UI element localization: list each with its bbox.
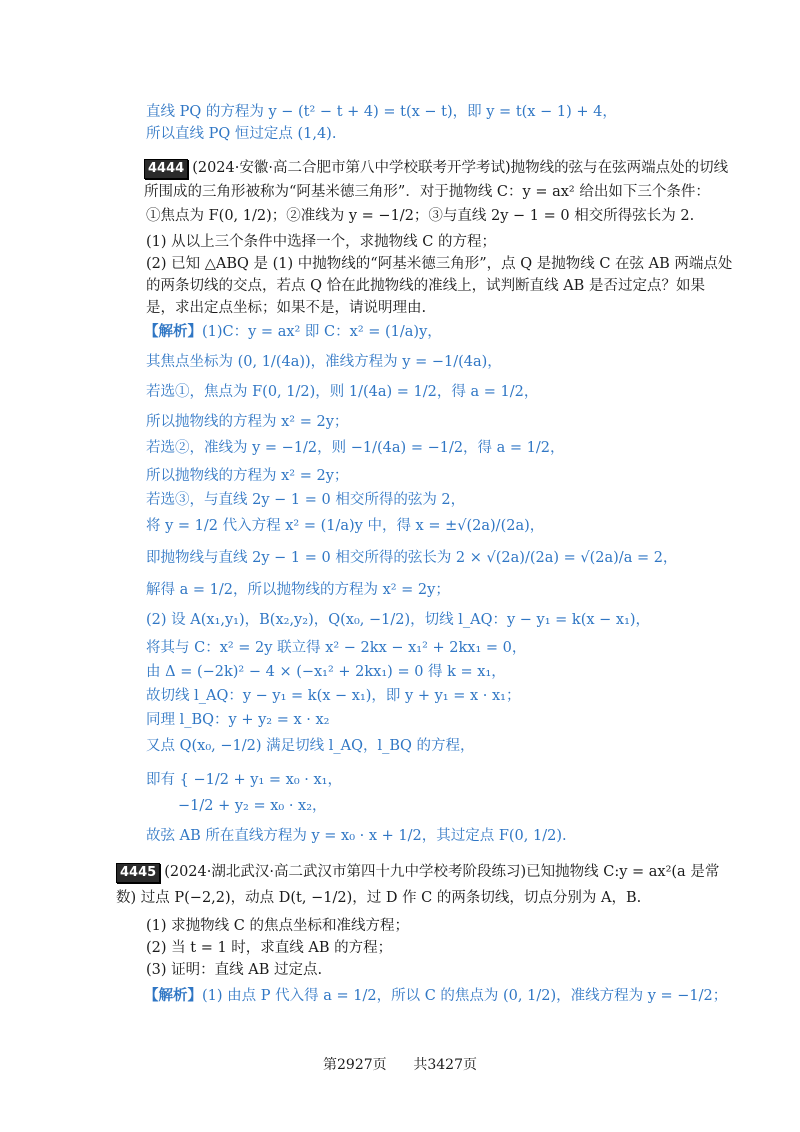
line-text: (2024·湖北武汉·高二武汉市第四十九中学校考阶段练习)已知抛物线 C:y = ax²(a 是常 bbox=[164, 864, 720, 880]
line-text: (1) 求抛物线 C 的焦点坐标和准线方程； bbox=[146, 918, 409, 934]
text-line bbox=[146, 826, 567, 846]
line-text: (2024·安徽·高二合肥市第八中学校联考开学考试)抛物线的弦与在弦两端点处的切线 bbox=[192, 160, 729, 176]
line-text: 若选①，焦点为 F(0, 1/2)，则 1/(4a) = 1/2，得 a = 1/2， bbox=[146, 384, 539, 400]
text-line bbox=[178, 796, 327, 816]
text-line bbox=[146, 710, 329, 730]
line-text: (2) 当 t = 1 时，求直线 AB 的方程； bbox=[146, 940, 393, 956]
text-line bbox=[146, 548, 677, 568]
line-text: 同理 l_BQ：y + y₂ = x · x₂ bbox=[146, 712, 330, 728]
text-line bbox=[146, 516, 544, 536]
text-line bbox=[146, 490, 465, 510]
text-line bbox=[146, 580, 450, 600]
line-text: −1/2 + y₂ = x₀ · x₂， bbox=[178, 798, 327, 814]
line-text: 即有 { −1/2 + y₁ = x₀ · x₁， bbox=[146, 772, 342, 788]
total-pages: 共3427页 bbox=[413, 1057, 477, 1073]
text-line bbox=[146, 382, 538, 402]
line-text: 的两条切线的交点，若点 Q 恰在此抛物线的准线上，试判断直线 AB 是否过定点？如果 bbox=[146, 278, 705, 294]
text-line bbox=[146, 960, 322, 980]
line-text: 所以抛物线的方程为 x² = 2y； bbox=[146, 414, 349, 430]
line-text: (3) 证明：直线 AB 过定点. bbox=[146, 962, 323, 978]
page-number: 第2927页 bbox=[323, 1057, 387, 1073]
line-text: (1)C：y = ax² 即 C：x² = (1/a)y， bbox=[202, 324, 442, 340]
text-line bbox=[116, 862, 719, 883]
line-text: 将其与 C：x² = 2y 联立得 x² − 2kx − x₁² + 2kx₁ = 0， bbox=[146, 640, 527, 656]
text-line bbox=[146, 232, 496, 252]
line-text: 故弦 AB 所在直线方程为 y = x₀ · x + 1/2，其过定点 F(0, 1/2). bbox=[146, 828, 567, 844]
problem-number-badge: 4444 bbox=[144, 159, 188, 179]
text-line bbox=[146, 770, 342, 790]
line-text: (1) 从以上三个条件中选择一个，求抛物线 C 的方程； bbox=[146, 234, 496, 250]
line-text: 所围成的三角形被称为“阿基米德三角形”．对于抛物线 C：y = ax² 给出如下三个条件： bbox=[144, 184, 710, 200]
line-text: 若选②，准线为 y = −1/2，则 −1/(4a) = −1/2，得 a = 1/2， bbox=[146, 440, 565, 456]
line-text: 将 y = 1/2 代入方程 x² = (1/a)y 中，得 x = ±√(2a)/(2a)， bbox=[146, 518, 545, 534]
text-line bbox=[146, 686, 520, 706]
line-text: 数) 过点 P(−2,2)，动点 D(t, −1/2)，过 D 作 C 的两条切线，切点分别为 A，B. bbox=[116, 890, 642, 906]
text-line bbox=[146, 102, 617, 122]
text-line bbox=[144, 182, 710, 202]
solution-tag: 【解析】 bbox=[144, 323, 202, 340]
line-text: 故切线 l_AQ：y − y₁ = k(x − x₁)，即 y + y₁ = x · x₁； bbox=[146, 688, 521, 704]
text-line bbox=[144, 158, 728, 179]
line-text: 即抛物线与直线 2y − 1 = 0 相交所得的弦长为 2 × √(2a)/(2a) = √(2a)/a = 2， bbox=[146, 550, 678, 566]
text-line bbox=[146, 298, 426, 318]
text-line bbox=[146, 124, 336, 144]
text-line bbox=[146, 352, 502, 372]
line-text: 又点 Q(x₀, −1/2) 满足切线 l_AQ，l_BQ 的方程， bbox=[146, 738, 475, 754]
text-line bbox=[146, 206, 694, 226]
line-text: (2) 已知 △ABQ 是 (1) 中抛物线的“阿基米德三角形”，点 Q 是抛物线 C 在弦 AB 两端点处 bbox=[146, 256, 733, 272]
text-line bbox=[146, 938, 392, 958]
line-text: 所以直线 PQ 恒过定点 (1,4). bbox=[146, 126, 337, 142]
line-text: 其焦点坐标为 (0, 1/(4a))，准线方程为 y = −1/(4a)， bbox=[146, 354, 502, 370]
problem-number-badge: 4445 bbox=[116, 863, 160, 883]
line-text: 解得 a = 1/2，所以抛物线的方程为 x² = 2y； bbox=[146, 582, 450, 598]
line-text: ①焦点为 F(0, 1/2)；②准线为 y = −1/2；③与直线 2y − 1 = 0 相交所得弦长为 2. bbox=[146, 208, 695, 224]
text-line bbox=[146, 254, 732, 274]
text-line bbox=[146, 638, 526, 658]
text-line bbox=[146, 466, 348, 486]
page-footer bbox=[0, 1054, 800, 1074]
text-line bbox=[146, 916, 409, 936]
text-line bbox=[146, 412, 348, 432]
text-line bbox=[146, 610, 650, 630]
line-text: 所以抛物线的方程为 x² = 2y； bbox=[146, 468, 349, 484]
text-line bbox=[146, 662, 506, 682]
text-line bbox=[146, 438, 565, 458]
text-line bbox=[144, 322, 442, 342]
solution-tag: 【解析】 bbox=[144, 987, 202, 1004]
line-text: 是，求出定点坐标；如果不是，请说明理由. bbox=[146, 300, 427, 316]
text-line bbox=[116, 888, 641, 908]
text-line bbox=[146, 736, 475, 756]
line-text: (2) 设 A(x₁,y₁)，B(x₂,y₂)，Q(x₀, −1/2)，切线 l_AQ：y − y₁ = k(x − x₁)， bbox=[146, 612, 651, 628]
line-text: 由 Δ = (−2k)² − 4 × (−x₁² + 2kx₁) = 0 得 k = x₁， bbox=[146, 664, 506, 680]
line-text: 直线 PQ 的方程为 y − (t² − t + 4) = t(x − t)，即 y = t(x − 1) + 4， bbox=[146, 104, 617, 120]
line-text: (1) 由点 P 代入得 a = 1/2，所以 C 的焦点为 (0, 1/2)，准线方程为 y = −1/2； bbox=[202, 988, 728, 1004]
line-text: 若选③，与直线 2y − 1 = 0 相交所得的弦为 2， bbox=[146, 492, 466, 508]
text-line bbox=[146, 276, 705, 296]
text-line bbox=[144, 986, 727, 1006]
